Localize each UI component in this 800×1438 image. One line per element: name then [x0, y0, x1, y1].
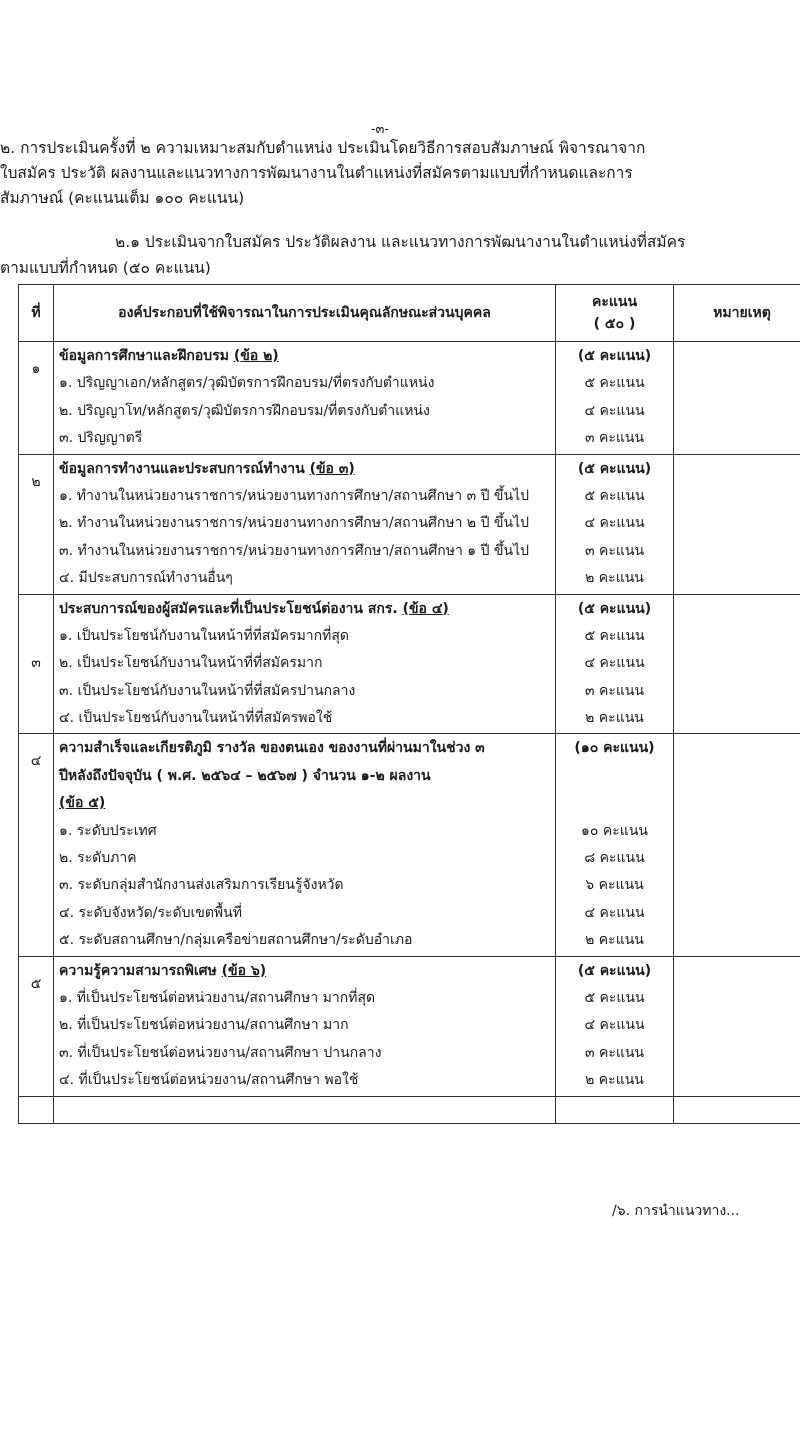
intro-line-3: สัมภาษณ์ (คะแนนเต็ม ๑๐๐ คะแนน): [0, 189, 245, 207]
list-item: ๑. เป็นประโยชน์กับงานในหน้าที่ที่สมัครมากที่สุด: [59, 627, 349, 644]
list-item: ๓. ปริญญาตรี: [59, 430, 143, 447]
assessment-table: [18, 284, 800, 1124]
item-score: ๔ คะแนน: [584, 515, 645, 532]
group-score: (๕ คะแนน): [577, 962, 652, 979]
item-score: ๘ คะแนน: [584, 850, 645, 867]
list-item: ๕. ระดับสถานศึกษา/กลุ่มเครือข่ายสถานศึกษา/ระดับอำเภอ: [59, 932, 413, 949]
row-remark: [674, 956, 800, 1096]
score-spacer: [557, 763, 672, 790]
header-score: [556, 285, 674, 342]
empty-cell: [556, 1096, 674, 1123]
list-item: ๓. ระดับกลุ่มสำนักงานส่งเสริมการเรียนรู้จังหวัด: [59, 877, 344, 894]
list-item: ๑. ทำงานในหน่วยงานราชการ/หน่วยงานทางการศึกษา/สถานศึกษา ๓ ปี ขึ้นไป: [59, 487, 530, 504]
page-number: -๓-: [370, 122, 390, 137]
table-row: [19, 342, 800, 455]
list-item: ๓. ที่เป็นประโยชน์ต่อหน่วยงาน/สถานศึกษา ปานกลาง: [59, 1044, 382, 1061]
list-item: ๔. ระดับจังหวัด/ระดับเขตพื้นที่: [59, 904, 242, 921]
item-score: ๒ คะแนน: [585, 570, 644, 587]
item-score: ๒ คะแนน: [585, 710, 644, 727]
intro-line-1: ๒. การประเมินครั้งที่ ๒ ความเหมาะสมกับตำแหน่ง ประเมินโดยวิธีการสอบสัมภาษณ์ พิจารณาจาก: [0, 139, 646, 157]
row-remark: [674, 454, 800, 594]
item-score: ๔ คะแนน: [584, 904, 645, 921]
list-item: ๔. ที่เป็นประโยชน์ต่อหน่วยงาน/สถานศึกษา พอใช้: [59, 1072, 359, 1089]
header-remark: หมายเหตุ: [674, 285, 800, 342]
table-row: [19, 734, 800, 956]
list-item: ๓. ทำงานในหน่วยงานราชการ/หน่วยงานทางการศึกษา/สถานศึกษา ๑ ปี ขึ้นไป: [59, 542, 530, 559]
list-item: ๑. ปริญญาเอก/หลักสูตร/วุฒิบัตรการฝึกอบรม/ที่ตรงกับตำแหน่ง: [59, 375, 435, 392]
row-number: ๔: [19, 734, 54, 956]
row-items: [54, 594, 556, 734]
row-number: ๒: [19, 454, 54, 594]
list-item: ๔. มีประสบการณ์ทำงานอื่นๆ: [59, 570, 233, 587]
group-title: ข้อมูลการทำงานและประสบการณ์ทำงาน (ข้อ ๓): [59, 460, 355, 477]
row-items: [54, 342, 556, 455]
list-item: ๒. ทำงานในหน่วยงานราชการ/หน่วยงานทางการศึกษา/สถานศึกษา ๒ ปี ขึ้นไป: [59, 515, 530, 532]
item-score: ๕ คะแนน: [584, 487, 645, 504]
empty-cell: [19, 1096, 54, 1123]
table-row: [19, 454, 800, 594]
list-item: ๒. ระดับภาค: [59, 850, 137, 867]
table-row-empty: [19, 1096, 800, 1123]
item-score: ๖ คะแนน: [585, 877, 644, 894]
row-remark: [674, 734, 800, 956]
group-ref: (ข้อ ๖): [221, 962, 267, 979]
item-score: ๔ คะแนน: [584, 655, 645, 672]
group-ref: (ข้อ ๕): [59, 795, 106, 812]
row-remark: [674, 594, 800, 734]
group-score: (๑๐ คะแนน): [574, 740, 655, 757]
table-header-row: [19, 285, 800, 342]
row-number: ๕: [19, 956, 54, 1096]
continuation-note: /๖. การนำแนวทาง...: [612, 1203, 740, 1219]
list-item: ๑. ระดับประเทศ: [59, 822, 157, 839]
row-items: [54, 956, 556, 1096]
item-score: ๕ คะแนน: [584, 375, 645, 392]
row-scores: [556, 956, 674, 1096]
intro-line-4: ๒.๑ ประเมินจากใบสมัคร ประวัติผลงาน และแนวทางการพัฒนางานในตำแหน่งที่สมัคร: [115, 233, 686, 251]
list-item: ๒. ปริญญาโท/หลักสูตร/วุฒิบัตรการฝึกอบรม/ที่ตรงกับตำแหน่ง: [59, 402, 430, 419]
group-ref: (ข้อ ๔): [402, 600, 449, 617]
group-score: (๕ คะแนน): [577, 348, 652, 364]
row-scores: [556, 734, 674, 956]
row-number: ๓: [19, 594, 54, 734]
list-item: ๓. เป็นประโยชน์กับงานในหน้าที่ที่สมัครปานกลาง: [59, 682, 356, 699]
header-score-total: ( ๕๐ ): [593, 316, 636, 332]
item-score: ๓ คะแนน: [584, 682, 645, 699]
group-ref-line: [59, 790, 554, 817]
group-title: ประสบการณ์ของผู้สมัครและที่เป็นประโยชน์ต่องาน สกร. (ข้อ ๔): [59, 600, 449, 617]
item-score: ๕ คะแนน: [584, 989, 645, 1006]
item-score: ๓ คะแนน: [584, 542, 645, 559]
list-item: ๑. ที่เป็นประโยชน์ต่อหน่วยงาน/สถานศึกษา มากที่สุด: [59, 989, 376, 1006]
item-score: ๔ คะแนน: [584, 402, 645, 419]
group-ref: (ข้อ ๓): [309, 460, 355, 477]
empty-cell: [54, 1096, 556, 1123]
group-score: (๕ คะแนน): [577, 460, 652, 477]
intro-line-2: ใบสมัคร ประวัติ ผลงานและแนวทางการพัฒนางานในตำแหน่งที่สมัครตามแบบที่กำหนดและการ: [0, 164, 633, 182]
item-score: ๒ คะแนน: [585, 1072, 644, 1089]
header-score-label: คะแนน: [591, 294, 638, 310]
list-item: ๒. ที่เป็นประโยชน์ต่อหน่วยงาน/สถานศึกษา มาก: [59, 1017, 349, 1034]
group-title: ข้อมูลการศึกษาและฝึกอบรม (ข้อ ๒): [59, 348, 279, 364]
empty-cell: [674, 1096, 800, 1123]
row-scores: [556, 342, 674, 455]
header-component: องค์ประกอบที่ใช้พิจารณาในการประเมินคุณลักษณะส่วนบุคคล: [54, 285, 556, 342]
item-score: ๓ คะแนน: [584, 430, 645, 447]
row-scores: [556, 594, 674, 734]
item-score: ๓ คะแนน: [584, 1044, 645, 1061]
row-scores: [556, 454, 674, 594]
list-item: ๔. เป็นประโยชน์กับงานในหน้าที่ที่สมัครพอใช้: [59, 710, 333, 727]
table-row: [19, 594, 800, 734]
item-score: ๑๐ คะแนน: [581, 822, 648, 839]
group-ref: (ข้อ ๒): [233, 348, 279, 364]
item-score: ๕ คะแนน: [584, 627, 645, 644]
list-item: ๒. เป็นประโยชน์กับงานในหน้าที่ที่สมัครมาก: [59, 655, 323, 672]
header-no: ที่: [19, 285, 54, 342]
item-score: ๔ คะแนน: [584, 1017, 645, 1034]
score-spacer: [557, 790, 672, 817]
row-remark: [674, 342, 800, 455]
group-title: ความรู้ความสามารถพิเศษ (ข้อ ๖): [59, 962, 267, 979]
table-row: [19, 956, 800, 1096]
row-items: [54, 454, 556, 594]
group-score: (๕ คะแนน): [577, 600, 652, 617]
row-number: ๑: [19, 342, 54, 455]
row-items: [54, 734, 556, 956]
group-title-cont: ปีหลังถึงปัจจุบัน ( พ.ศ. ๒๕๖๔ – ๒๕๖๗ ) จำนวน ๑-๒ ผลงาน: [59, 767, 431, 784]
group-title: ความสำเร็จและเกียรติภูมิ รางวัล ของตนเอง ของงานที่ผ่านมาในช่วง ๓: [59, 740, 485, 757]
item-score: ๒ คะแนน: [585, 932, 644, 949]
intro-line-5: ตามแบบที่กำหนด (๕๐ คะแนน): [0, 259, 211, 277]
